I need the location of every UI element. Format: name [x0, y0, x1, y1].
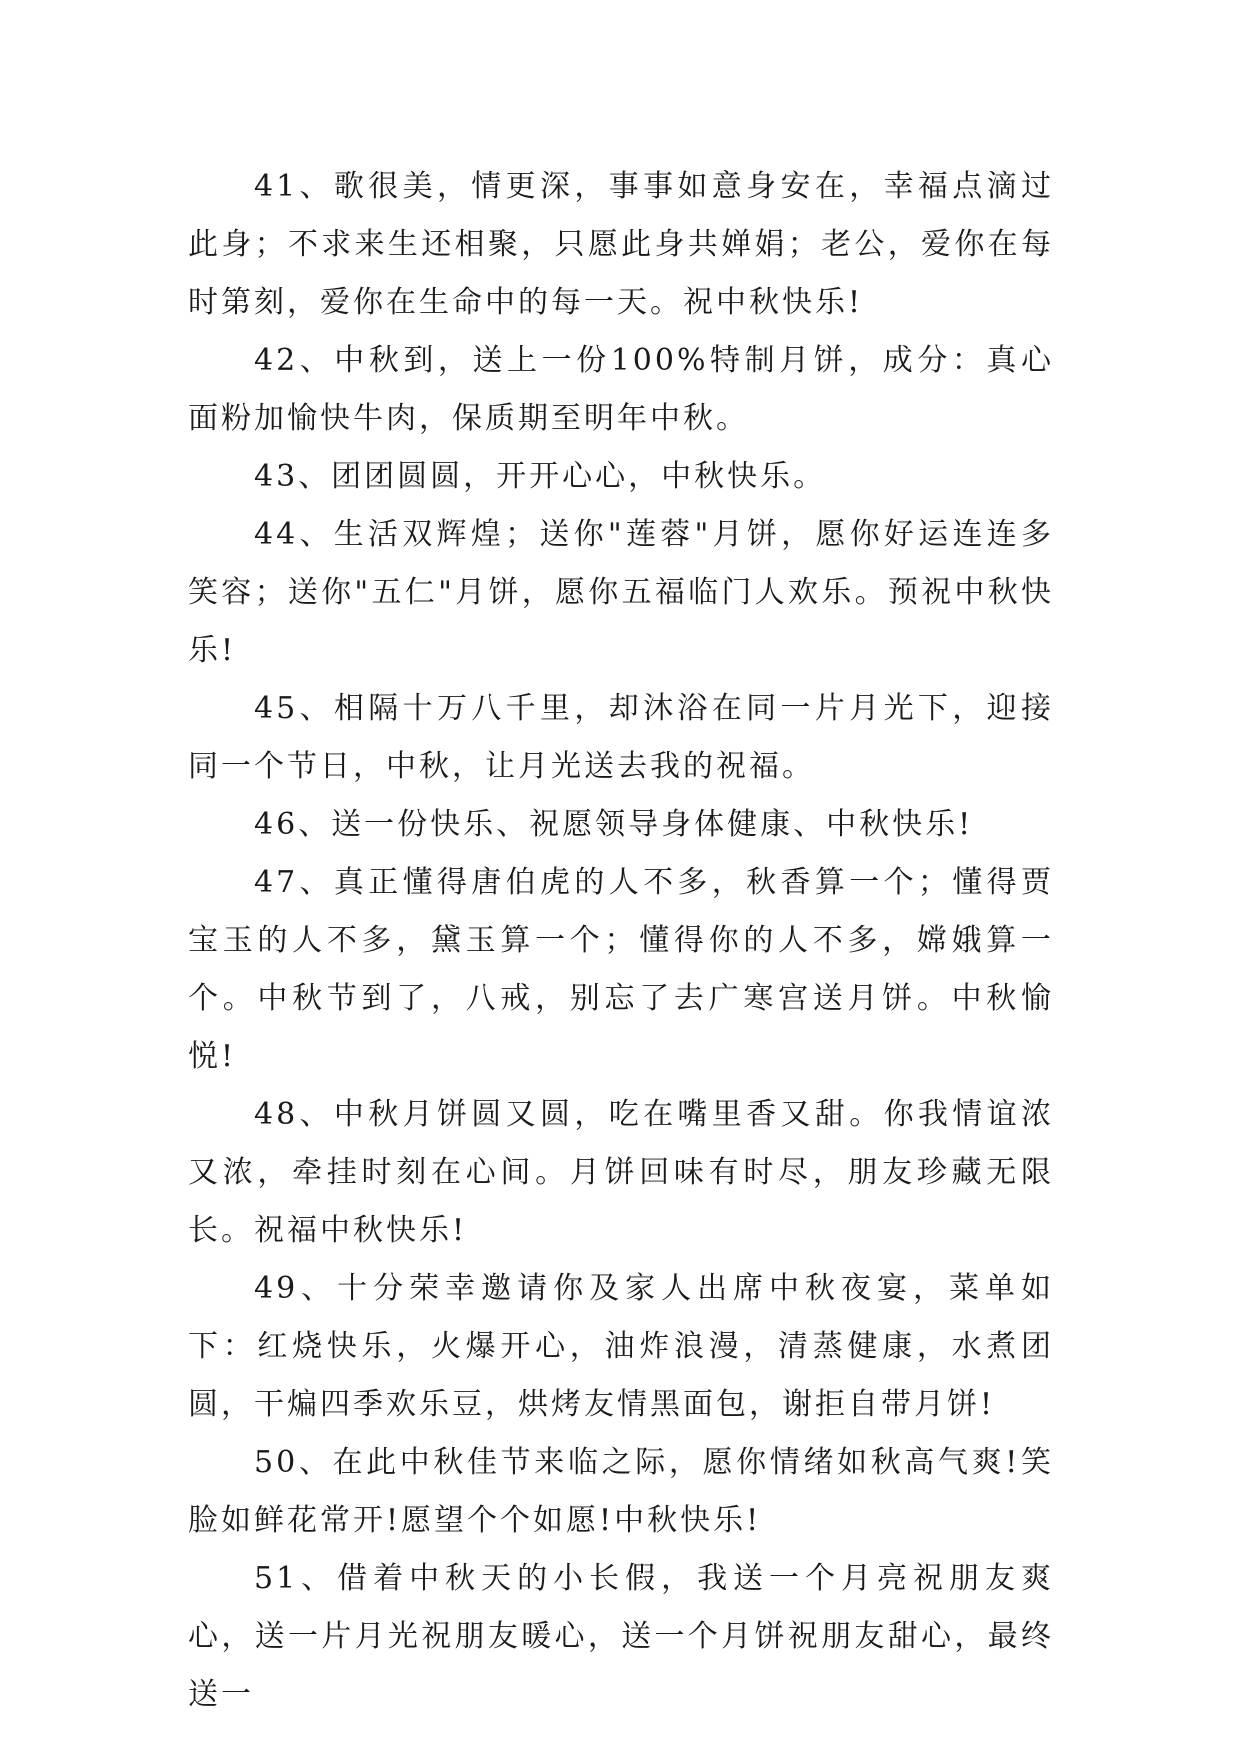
paragraph-41: 41、歌很美，情更深，事事如意身安在，幸福点滴过此身；不求来生还相聚，只愿此身共婵娟；老公，爱你在每时第刻，爱你在生命中的每一天。祝中秋快乐! — [188, 169, 1054, 320]
paragraph-44: 44、生活双辉煌；送你"莲蓉"月饼，愿你好运连连多笑容；送你"五仁"月饼，愿你五福临门人欢乐。预祝中秋快乐! — [188, 517, 1054, 668]
paragraph-43: 43、团团圆圆，开开心心，中秋快乐。 — [254, 459, 827, 494]
paragraph-50: 50、在此中秋佳节来临之际，愿你情绪如秋高气爽!笑脸如鲜花常开!愿望个个如愿!中秋快乐! — [188, 1445, 1054, 1538]
paragraph-51: 51、借着中秋天的小长假，我送一个月亮祝朋友爽心，送一片月光祝朋友暖心，送一个月饼祝朋友甜心，最终送一 — [188, 1561, 1054, 1712]
document-body — [188, 158, 1054, 1724]
paragraph-42: 42、中秋到，送上一份100%特制月饼，成分：真心面粉加愉快牛肉，保质期至明年中秋。 — [188, 343, 1054, 436]
paragraph-45: 45、相隔十万八千里，却沐浴在同一片月光下，迎接同一个节日，中秋，让月光送去我的祝福。 — [188, 691, 1054, 784]
paragraph-47: 47、真正懂得唐伯虎的人不多，秋香算一个；懂得贾宝玉的人不多，黛玉算一个；懂得你的人不多，嫦娥算一个。中秋节到了，八戒，别忘了去广寒宫送月饼。中秋愉悦! — [188, 865, 1054, 1074]
paragraph-48: 48、中秋月饼圆又圆，吃在嘴里香又甜。你我情谊浓又浓，牵挂时刻在心间。月饼回味有时尽，朋友珍藏无限长。祝福中秋快乐! — [188, 1097, 1054, 1248]
paragraph-49: 49、十分荣幸邀请你及家人出席中秋夜宴，菜单如下：红烧快乐，火爆开心，油炸浪漫，清蒸健康，水煮团圆，干煸四季欢乐豆，烘烤友情黑面包，谢拒自带月饼! — [188, 1271, 1054, 1422]
paragraph-46: 46、送一份快乐、祝愿领导身体健康、中秋快乐! — [254, 807, 974, 842]
